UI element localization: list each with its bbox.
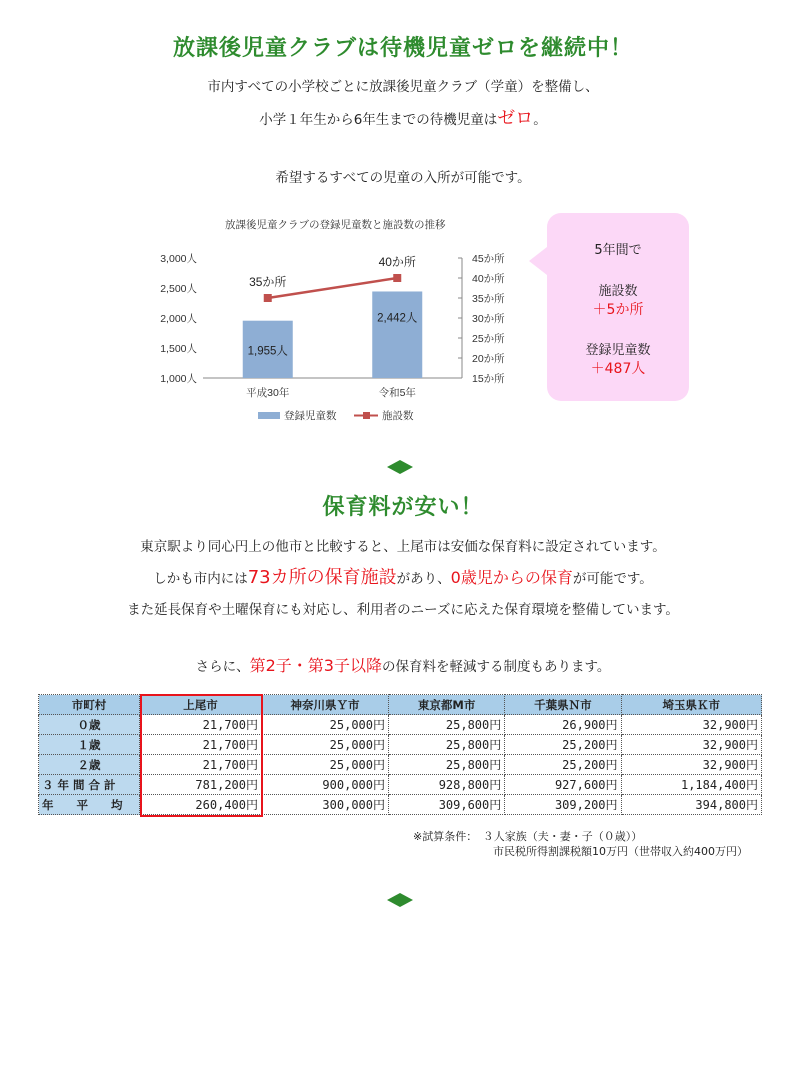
legend-bar-swatch xyxy=(258,412,280,419)
row-label: ０歳 xyxy=(39,715,140,735)
diamond-divider-icon xyxy=(386,459,414,475)
fee-cell: 781,200円 xyxy=(140,775,262,795)
section2-line1: 東京駅より同心円上の他市と比較すると、上尾市は安価な保育料に設定されています。 xyxy=(140,539,666,555)
facility-label: 40か所 xyxy=(378,255,416,269)
section2-line2 xyxy=(0,563,806,589)
section2-line2-end: が可能です。 xyxy=(572,571,653,587)
left-tick-label: 1,000人 xyxy=(160,373,197,385)
right-tick-label: 35か所 xyxy=(472,293,505,305)
callout-box xyxy=(547,213,689,401)
fee-cell: 260,400円 xyxy=(140,795,262,815)
row-label: ３ 年 間 合 計 xyxy=(39,775,140,795)
sibling-highlight: 第2子・第3子以降 xyxy=(249,656,382,675)
left-tick-label: 2,500人 xyxy=(160,283,197,295)
section2-line3: また延長保育や土曜保育にも対応し、利用者のニーズに応えた保育環境を整備しています。 xyxy=(127,602,679,618)
callout-line3: ＋5か所 xyxy=(592,302,644,318)
legend-line-marker xyxy=(363,412,370,419)
bar-1 xyxy=(372,291,422,378)
facility-point-0 xyxy=(264,294,272,302)
section2-title: 保育料が安い！ xyxy=(322,495,484,520)
left-tick-label: 2,000人 xyxy=(160,313,197,325)
fee-cell: 25,000円 xyxy=(262,715,389,735)
legend-bar-label: 登録児童数 xyxy=(284,410,337,422)
legend-line-label: 施設数 xyxy=(382,410,414,422)
fee-cell: 927,600円 xyxy=(505,775,621,795)
section1-line2-text: 小学１年生から6年生までの待機児童は xyxy=(259,112,498,128)
row-label: １歳 xyxy=(39,735,140,755)
section1-line2 xyxy=(0,104,806,130)
fee-cell: 32,900円 xyxy=(621,755,761,775)
fee-cell: 900,000円 xyxy=(262,775,389,795)
left-tick-label: 3,000人 xyxy=(160,253,197,265)
bar-value-label: 1,955人 xyxy=(247,345,288,358)
section1-line1: 市内すべての小学校ごとに放課後児童クラブ（学童）を整備し、 xyxy=(207,79,599,95)
section2-line4-end: の保育料を軽減する制度もあります。 xyxy=(381,659,611,675)
fee-cell: 32,900円 xyxy=(621,715,761,735)
fee-cell: 300,000円 xyxy=(262,795,389,815)
fee-cell: 309,200円 xyxy=(505,795,621,815)
right-tick-label: 15か所 xyxy=(472,373,505,385)
zero-highlight: ゼロ xyxy=(497,108,534,129)
section1-line3: 希望するすべての児童の入所が可能です。 xyxy=(275,170,531,186)
left-tick-label: 1,500人 xyxy=(160,343,197,355)
section2-line4 xyxy=(0,653,806,676)
right-tick-label: 25か所 xyxy=(472,333,505,345)
row-label: ２歳 xyxy=(39,755,140,775)
fee-cell: 25,000円 xyxy=(262,755,389,775)
table-header: 神奈川県Ｙ市 xyxy=(262,695,389,715)
fee-cell: 394,800円 xyxy=(621,795,761,815)
fee-cell: 928,800円 xyxy=(389,775,505,795)
fee-cell: 25,200円 xyxy=(505,755,621,775)
note-line1: ※試算条件： ３人家族（夫・妻・子（０歳）） xyxy=(413,830,643,843)
right-tick-label: 30か所 xyxy=(472,313,505,325)
chart-title: 放課後児童クラブの登録児童数と施設数の推移 xyxy=(225,219,446,231)
fee-cell: 21,700円 xyxy=(140,715,262,735)
age-zero-highlight: 0歳児からの保育 xyxy=(450,568,573,587)
fee-cell: 25,800円 xyxy=(389,715,505,735)
facility-label: 35か所 xyxy=(249,275,287,289)
callout-line5: ＋487人 xyxy=(590,361,646,377)
section2-line2-text: しかも市内には xyxy=(153,571,248,587)
table-header: 上尾市 xyxy=(140,695,262,715)
callout-line2: 施設数 xyxy=(598,284,638,299)
fee-cell: 309,600円 xyxy=(389,795,505,815)
right-tick-label: 45か所 xyxy=(472,253,505,265)
callout-line1: 5年間で xyxy=(594,243,642,258)
fee-cell: 25,200円 xyxy=(505,735,621,755)
x-tick-label: 令和5年 xyxy=(378,387,416,399)
diamond-divider-icon xyxy=(386,892,414,908)
fee-cell: 25,800円 xyxy=(389,755,505,775)
x-tick-label: 平成30年 xyxy=(246,387,290,399)
section1-line2-end: 。 xyxy=(533,112,547,128)
section2-line4-text: さらに、 xyxy=(195,659,250,675)
fee-cell: 1,184,400円 xyxy=(621,775,761,795)
right-tick-label: 40か所 xyxy=(472,273,505,285)
table-header: 埼玉県Ｋ市 xyxy=(621,695,761,715)
enrollment-chart xyxy=(150,210,530,435)
row-label: 年 平 均 xyxy=(39,795,140,815)
ageo-highlight-box xyxy=(140,694,263,817)
facilities-highlight: 73カ所の保育施設 xyxy=(247,567,397,588)
section1-title: 放課後児童クラブは待機児童ゼロを継続中！ xyxy=(172,36,633,61)
fee-cell: 21,700円 xyxy=(140,755,262,775)
table-header: 東京都M市 xyxy=(389,695,505,715)
fee-cell: 26,900円 xyxy=(505,715,621,735)
fee-cell: 25,800円 xyxy=(389,735,505,755)
right-tick-label: 20か所 xyxy=(472,353,505,365)
fee-cell: 21,700円 xyxy=(140,735,262,755)
table-header: 千葉県Ｎ市 xyxy=(505,695,621,715)
section2-line2-mid: があり、 xyxy=(396,571,451,587)
fee-cell: 32,900円 xyxy=(621,735,761,755)
bar-value-label: 2,442人 xyxy=(377,312,418,325)
callout-tail xyxy=(529,247,547,275)
note-line2: 市民税所得割課税額10万円（世帯収入約400万円） xyxy=(493,845,748,858)
fee-cell: 25,000円 xyxy=(262,735,389,755)
facility-point-1 xyxy=(393,274,401,282)
callout-line4: 登録児童数 xyxy=(585,343,651,358)
table-header: 市町村 xyxy=(39,695,140,715)
